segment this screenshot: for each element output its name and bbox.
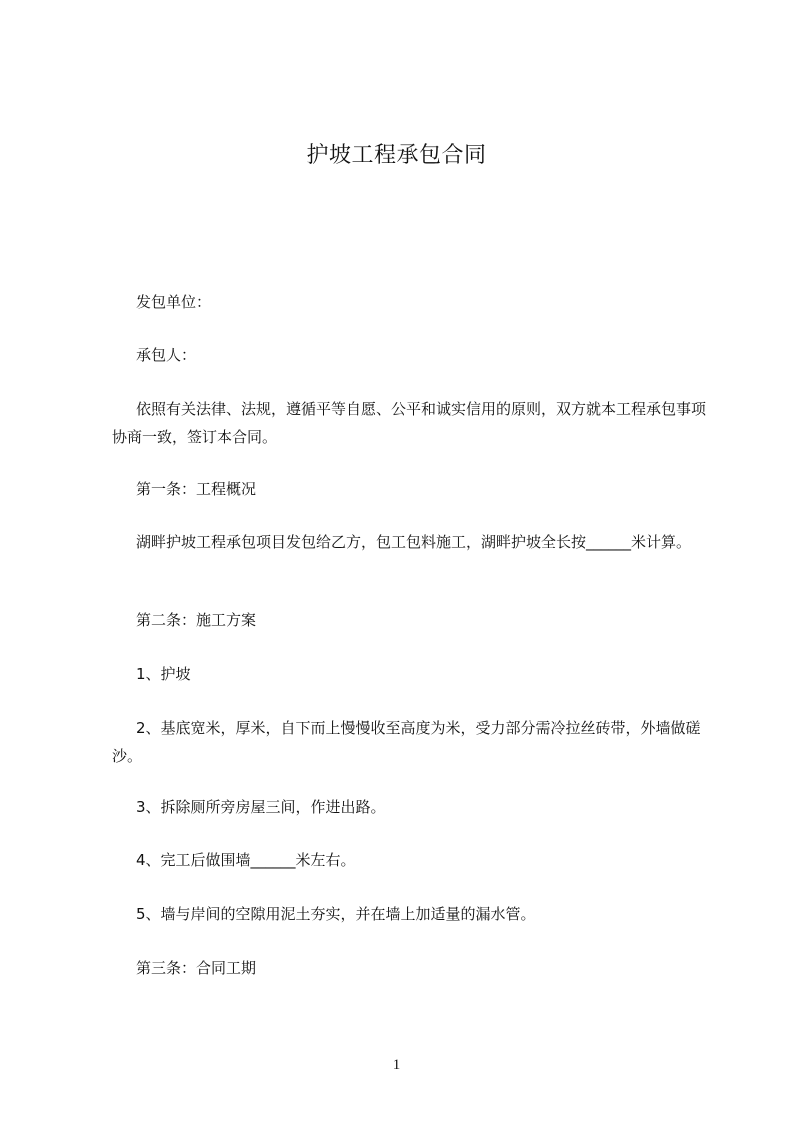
party-a-line: 发包单位： [136,293,212,311]
article-2-item-1: 1、护坡 [136,665,191,683]
document-title: 护坡工程承包合同 [306,143,487,168]
article-2-heading: 第二条：施工方案 [136,611,257,629]
article-2-item-2: 2、基底宽米，厚米，自下而上慢慢收至高度为米，受力部分需冷拉丝砖带，外墙做磋沙。 [112,719,701,765]
article-1-body: 湖畔护坡工程承包项目发包给乙方，包工包料施工，湖畔护坡全长按______米计算。 [136,533,692,551]
article-3-heading: 第三条：合同工期 [136,959,257,977]
article-2-item-5: 5、墙与岸间的空隙用泥土夯实，并在墙上加适量的漏水管。 [136,905,536,923]
article-1-heading: 第一条：工程概况 [136,480,257,498]
contractor-line: 承包人： [136,346,197,364]
article-2-item-4: 4、完工后做围墙______米左右。 [136,851,356,869]
preamble-paragraph: 依照有关法律、法规，遵循平等自愿、公平和诚实信用的原则，双方就本工程承包事项协商一致，签订本合同。 [112,400,707,446]
article-2-item-3: 3、拆除厕所旁房屋三间，作进出路。 [136,798,386,816]
page-number: 1 [392,1057,401,1073]
